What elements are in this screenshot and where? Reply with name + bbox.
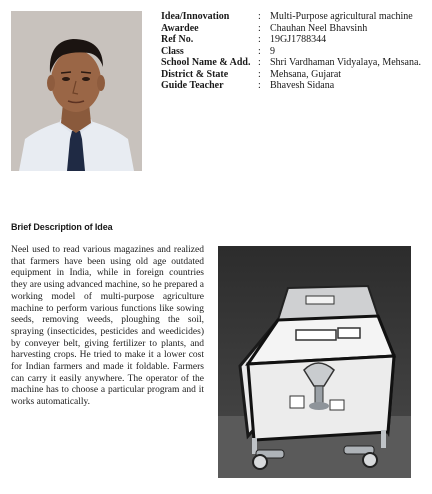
detail-label: School Name & Add. xyxy=(161,57,251,68)
detail-row-class xyxy=(161,46,421,58)
detail-value: 9 xyxy=(270,45,275,57)
detail-label: Ref No. xyxy=(161,34,194,45)
detail-value: Multi-Purpose agricultural machine xyxy=(270,11,413,22)
section-heading: Brief Description of Idea xyxy=(11,222,113,232)
detail-separator: : xyxy=(258,57,261,68)
detail-value: Mehsana, Gujarat xyxy=(270,68,342,80)
detail-label: Awardee xyxy=(161,22,199,34)
detail-value: Shri Vardhaman Vidyalaya, Mehsana. xyxy=(270,57,421,68)
detail-separator: : xyxy=(258,11,261,22)
detail-separator: : xyxy=(258,45,261,57)
detail-row-ref-no xyxy=(161,34,421,46)
detail-value: Chauhan Neel Bhavsinh xyxy=(270,22,368,34)
detail-label: District & State xyxy=(161,68,229,80)
detail-label: Guide Teacher xyxy=(161,80,224,91)
machine-photo xyxy=(218,246,411,478)
detail-value: 19GJ1788344 xyxy=(270,34,327,45)
awardee-details xyxy=(161,11,421,92)
detail-label: Class xyxy=(161,45,184,57)
detail-separator: : xyxy=(258,22,261,34)
detail-row-guide xyxy=(161,80,421,92)
awardee-photo xyxy=(11,11,142,171)
detail-separator: : xyxy=(258,80,261,91)
detail-row-school xyxy=(161,57,421,69)
student-portrait-image xyxy=(11,11,142,171)
detail-separator: : xyxy=(258,68,261,80)
detail-row-district xyxy=(161,69,421,81)
machine-model-image xyxy=(218,246,411,478)
detail-separator: : xyxy=(258,34,261,45)
detail-row-awardee xyxy=(161,23,421,35)
description-text: Neel used to read various magazines and realized that farmers have been using old age outdated equipment in India, while in foreign countries they are using advanced machine, so he prepared a working model of multi-purpose agriculture machine to perform various functions like sowing seeds, removing weeds, ploughing the soil, spraying (insecticides, pesticides and weedicides) by conveyer belt, giving fertilizer to plants, and harvesting crops. He tried to make it a lower cost for Indian farmers and made it foldable. Farmers can carry it easily anywhere. The operator of the machine has to choose a particular program and it works automatically. xyxy=(11,245,204,408)
detail-row-idea xyxy=(161,11,421,23)
detail-value: Bhavesh Sidana xyxy=(270,80,335,91)
detail-label: Idea/Innovation xyxy=(161,11,230,22)
